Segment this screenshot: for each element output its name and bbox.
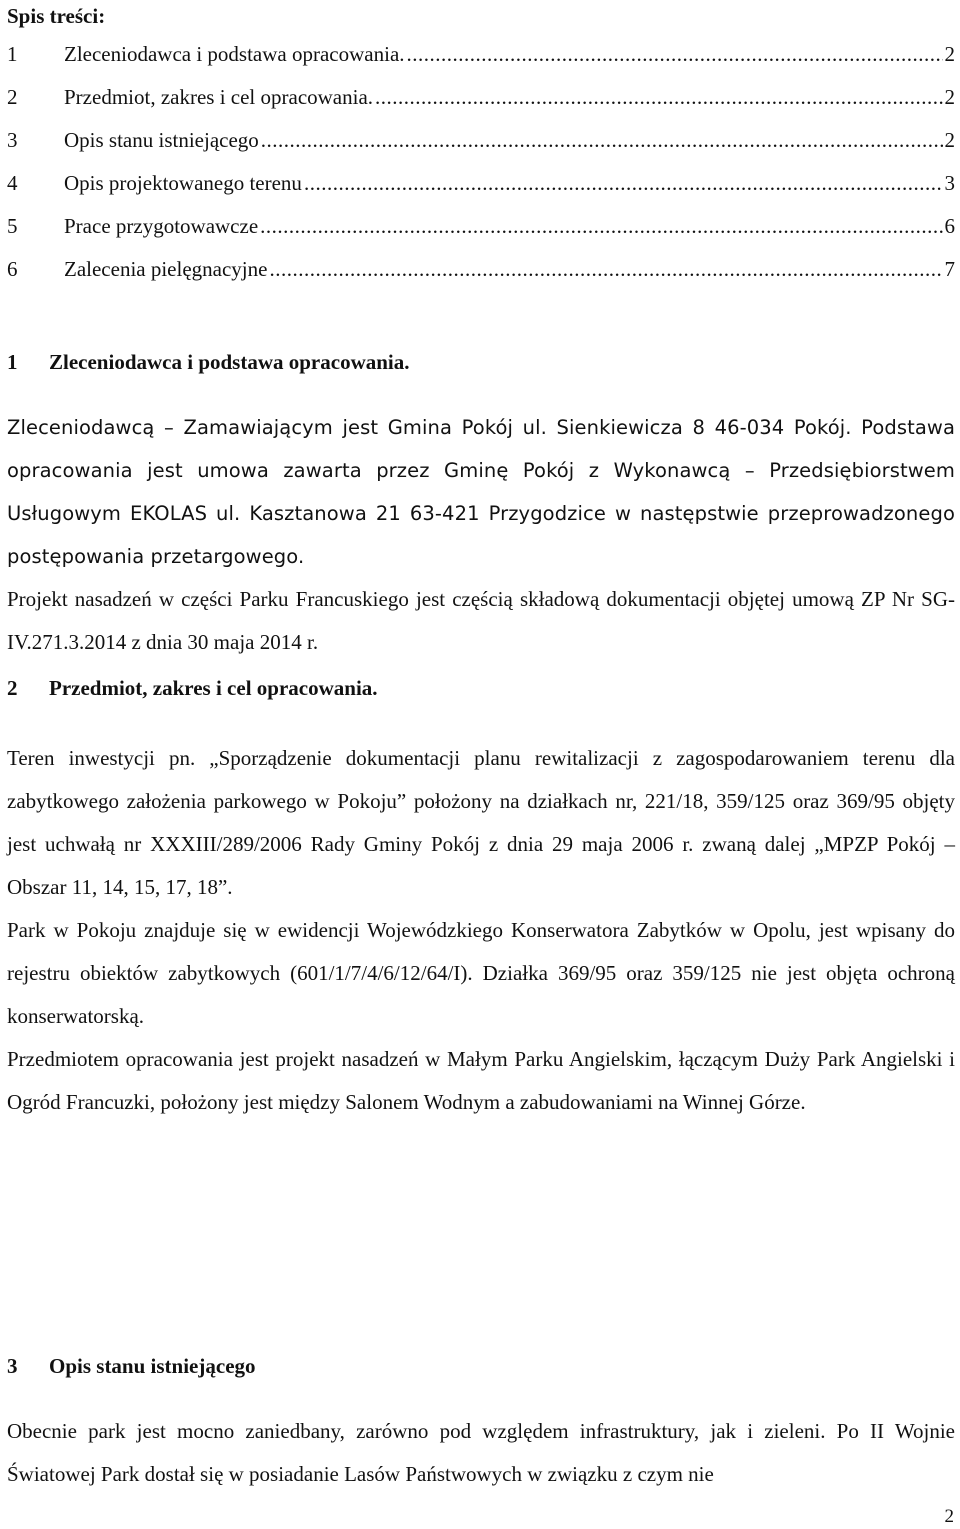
toc-leader-dots — [261, 128, 943, 152]
section-number: 2 — [7, 676, 18, 700]
toc-entry-number: 6 — [7, 257, 18, 281]
toc-entry-text: Przedmiot, zakres i cel opracowania. — [64, 85, 374, 109]
toc-leader-dots — [407, 42, 943, 66]
toc-entry-4[interactable] — [7, 171, 955, 214]
section-1-paragraph-2: Projekt nasadzeń w części Parku Francuskiego jest częścią składową dokumentacji objętej umową ZP Nr SG-IV.271.3.2014 z dnia 30 maja 2014 r. — [7, 587, 955, 654]
table-of-contents — [7, 42, 955, 300]
toc-entry-text: Zleceniodawca i podstawa opracowania. — [64, 42, 405, 66]
section-title: Opis stanu istniejącego — [49, 1354, 256, 1378]
toc-entry-text: Opis projektowanego terenu — [64, 171, 302, 195]
toc-title: Spis treści: — [7, 4, 106, 28]
section-2-paragraph-3: Przedmiotem opracowania jest projekt nasadzeń w Małym Parku Angielskim, łączącym Duży Park Angielski i Ogród Francuzki, położony jest między Salonem Wodnym a zabudowaniami na Winnej Górze. — [7, 1047, 955, 1114]
section-2-paragraph-2: Park w Pokoju znajduje się w ewidencji Wojewódzkiego Konserwatora Zabytków w Opolu, jest wpisany do rejestru obiektów zabytkowych (601/1/7/4/6/12/64/I). Działka 369/95 oraz 359/125 nie jest objęta ochroną konserwatorską. — [7, 918, 955, 1028]
toc-entry-1[interactable] — [7, 42, 955, 85]
section-2-paragraph-1: Teren inwestycji pn. „Sporządzenie dokumentacji planu rewitalizacji z zagospodarowaniem terenu dla zabytkowego założenia parkowego w Pokoju” położony na działkach nr, 221/18, 359/125 oraz 369/95 objęty jest uchwałą nr XXXIII/289/2006 Rady Gminy Pokój z dnia 29 maja 2006 r. zwaną dalej „MPZP Pokój – Obszar 11, 14, 15, 17, 18”. — [7, 746, 955, 899]
toc-leader-dots — [260, 214, 942, 238]
toc-leader-dots — [375, 85, 942, 109]
toc-entry-text: Prace przygotowawcze — [64, 214, 259, 238]
toc-leader-dots — [269, 257, 942, 281]
section-3-paragraph-1: Obecnie park jest mocno zaniedbany, zarówno pod względem infrastruktury, jak i zieleni. Po II Wojnie Światowej Park dostał się w posiadanie Lasów Państwowych w związku z czym nie — [7, 1419, 955, 1486]
toc-entry-number: 5 — [7, 214, 18, 238]
toc-entry-page: 2 — [944, 42, 955, 66]
section-2-heading — [7, 676, 378, 701]
toc-entry-page: 2 — [944, 85, 955, 109]
toc-entry-number: 4 — [7, 171, 18, 195]
section-number: 3 — [7, 1354, 18, 1378]
toc-leader-dots — [304, 171, 943, 195]
toc-entry-6[interactable] — [7, 257, 955, 300]
toc-entry-page: 7 — [944, 257, 955, 281]
section-1-heading — [7, 350, 410, 375]
toc-entry-number: 1 — [7, 42, 18, 66]
toc-entry-number: 2 — [7, 85, 18, 109]
section-number: 1 — [7, 350, 18, 374]
toc-entry-text: Opis stanu istniejącego — [64, 128, 259, 152]
toc-entry-number: 3 — [7, 128, 18, 152]
section-1-paragraph-1: Zleceniodawcą – Zamawiającym jest Gmina Pokój ul. Sienkiewicza 8 46-034 Pokój. Podstawa opracowania jest umowa zawarta przez Gminę Pokój z Wykonawcą – Przedsiębiorstwem Usługowym EKOLAS ul. Kasztanowa 21 63-421 Przygodzice w następstwie przeprowadzonego postępowania przetargowego. — [7, 416, 955, 568]
toc-entry-2[interactable] — [7, 85, 955, 128]
section-3-heading — [7, 1354, 256, 1379]
toc-entry-text: Zalecenia pielęgnacyjne — [64, 257, 268, 281]
section-title: Zleceniodawca i podstawa opracowania. — [49, 350, 410, 374]
toc-entry-3[interactable] — [7, 128, 955, 171]
toc-entry-page: 2 — [944, 128, 955, 152]
toc-entry-page: 3 — [944, 171, 955, 195]
toc-entry-5[interactable] — [7, 214, 955, 257]
section-title: Przedmiot, zakres i cel opracowania. — [49, 676, 378, 700]
toc-entry-page: 6 — [944, 214, 955, 238]
page-number: 2 — [944, 1506, 954, 1527]
